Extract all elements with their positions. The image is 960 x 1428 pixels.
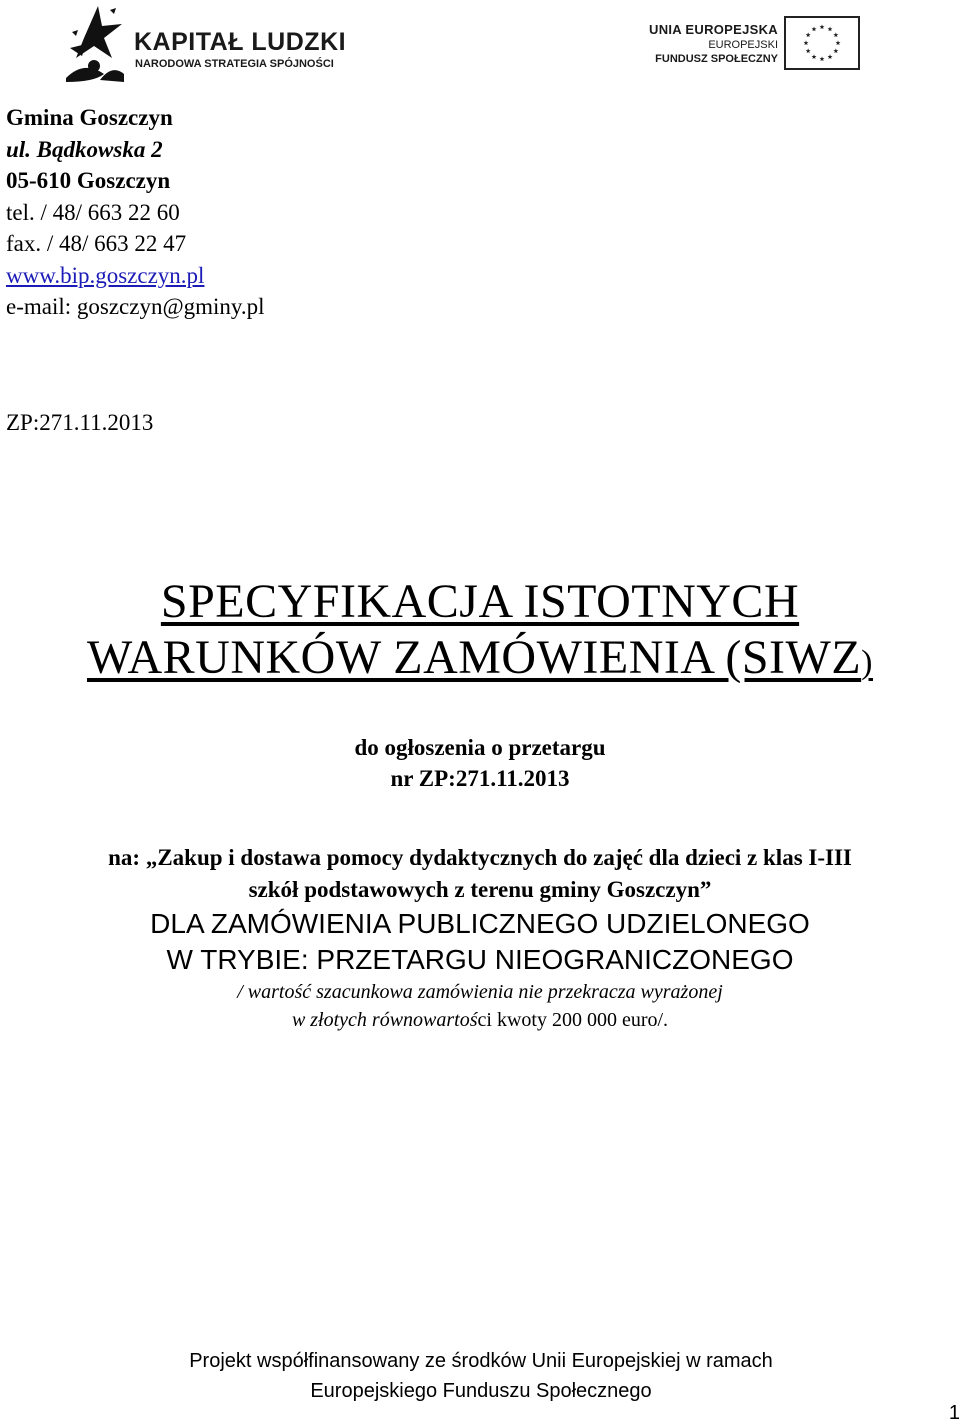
kapital-ludzki-emblem-icon [64, 4, 126, 84]
title-line2-tail: ) [861, 644, 873, 681]
subtitle-line2: nr ZP:271.11.2013 [390, 766, 570, 791]
email: e-mail: goszczyn@gminy.pl [6, 294, 265, 319]
subject-line6-rest: ci kwoty 200 000 euro/. [477, 1009, 669, 1031]
page-number: 1 [948, 1402, 960, 1424]
kapital-ludzki-logo [64, 4, 347, 86]
street-address: ul. Bądkowska 2 [6, 136, 163, 162]
subject-line3: DLA ZAMÓWIENIA PUBLICZNEGO UDZIELONEGO [150, 908, 810, 939]
eu-logo-line3: FUNDUSZ SPOŁECZNY [655, 53, 778, 65]
subject-line1: na: „Zakup i dostawa pomocy dydaktycznych do zajęć dla dzieci z klas I-III [108, 845, 852, 870]
kapital-ludzki-subtitle: NARODOWA STRATEGIA SPÓJNOŚCI [135, 58, 334, 70]
footer-line1: Projekt współfinansowany ze środków Unii Europejskiej w ramach [189, 1350, 773, 1372]
subtitle-line1: do ogłoszenia o przetargu [354, 735, 606, 760]
footer-line2: Europejskiego Funduszu Społecznego [310, 1380, 652, 1402]
subject-line2: szkół podstawowych z terenu gminy Goszczyn” [248, 877, 712, 902]
procurement-subject [0, 842, 960, 1034]
reference-number: ZP:271.11.2013 [6, 410, 154, 435]
municipality-name: Gmina Goszczyn [6, 105, 173, 130]
subject-line4: W TRYBIE: PRZETARGU NIEOGRANICZONEGO [166, 944, 794, 975]
subject-line5: / wartość szacunkowa zamówienia nie przekracza wyrażonej [237, 981, 723, 1003]
subject-line6-italic: w złotych równowartoś [291, 1009, 478, 1031]
announcement-subtitle [0, 732, 960, 794]
eu-logo-line1: UNIA EUROPEJSKA [649, 22, 778, 37]
kapital-ludzki-title: KAPITAŁ LUDZKI [134, 28, 347, 56]
footer-note [0, 1346, 960, 1406]
postal-city: 05-610 Goszczyn [6, 168, 171, 193]
fax: fax. / 48/ 663 22 47 [6, 231, 187, 256]
eu-flag-icon [784, 16, 860, 70]
eu-logo-text [649, 22, 778, 66]
address-block [6, 102, 265, 323]
title-line2: WARUNKÓW ZAMÓWIENIA (SIWZ [87, 631, 862, 684]
eu-logo-line2: EUROPEJSKI [708, 39, 778, 51]
eu-social-fund-logo [640, 14, 870, 74]
telephone: tel. / 48/ 663 22 60 [6, 199, 180, 225]
website-link[interactable]: www.bip.goszczyn.pl [6, 262, 205, 288]
document-title [0, 574, 960, 691]
title-line1: SPECYFIKACJA ISTOTNYCH [160, 575, 800, 628]
